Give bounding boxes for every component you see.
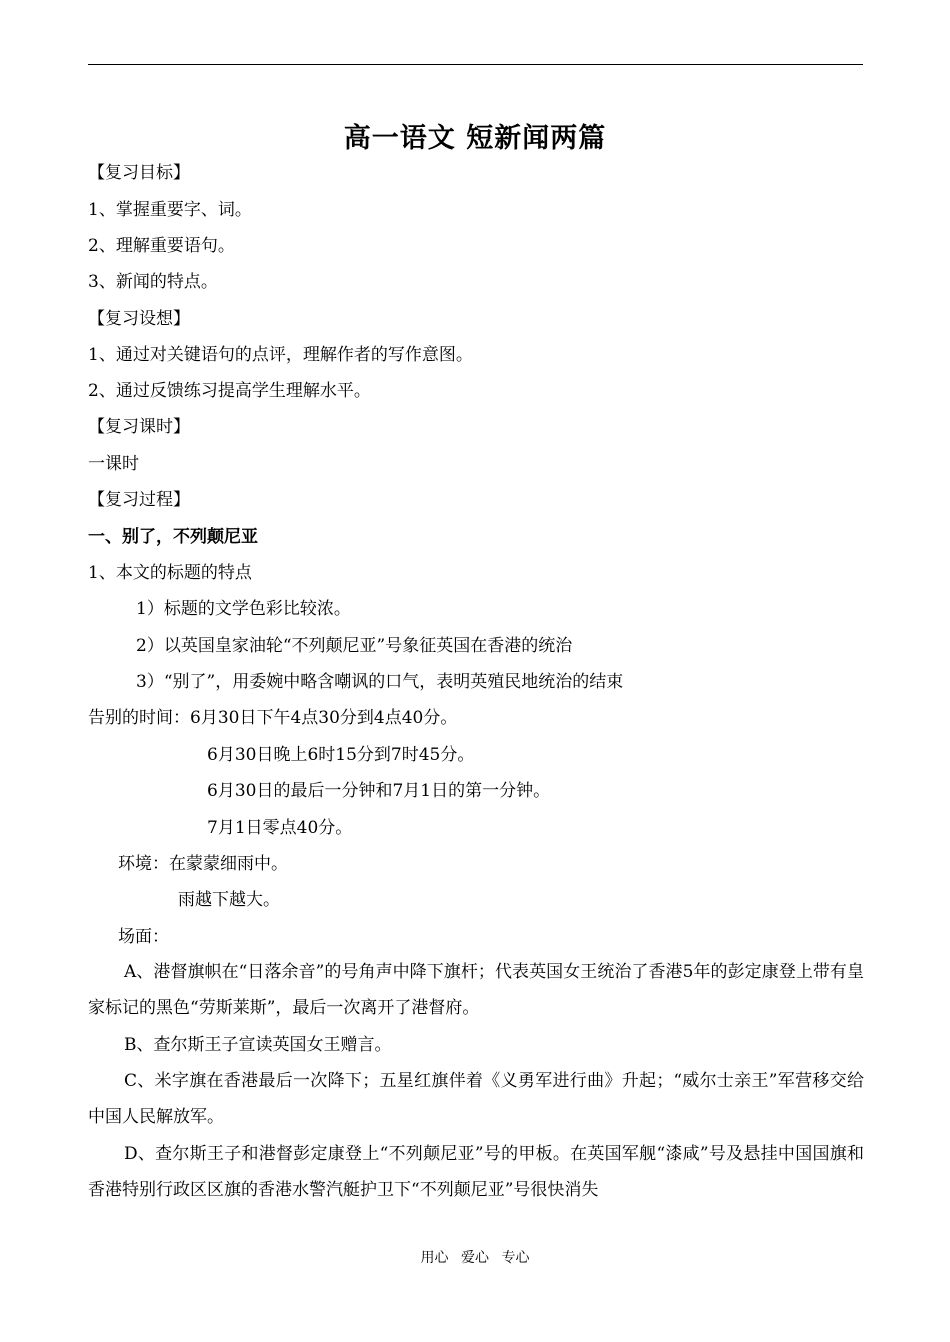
scene-paragraph: A、港督旗帜在“日落余音”的号角声中降下旗杆；代表英国女王统治了香港5年的彭定康登上带有皇家标记的黑色“劳斯莱斯”，最后一次离开了港督府。 <box>88 962 864 1018</box>
page-footer: 用心 爱心 专心 <box>420 1250 530 1266</box>
scene-paragraph: D、查尔斯王子和港督彭定康登上“不列颠尼亚”号的甲板。在英国军舰“漆咸”号及悬挂中国国旗和香港特别行政区区旗的香港水警汽艇护卫下“不列颠尼亚”号很快消失 <box>88 1144 864 1200</box>
text-line: 场面： <box>118 927 169 947</box>
scene-paragraph: C、米字旗在香港最后一次降下；五星红旗伴着《义勇军进行曲》升起；“威尔士亲王”军营移交给中国人民解放军。 <box>88 1071 864 1127</box>
text-line: 6月30日晚上6时15分到7时45分。 <box>207 745 475 765</box>
header-rule <box>88 64 863 65</box>
text-line: 告别的时间：6月30日下午4点30分到4点40分。 <box>88 708 458 728</box>
text-line: 【复习设想】 <box>88 309 190 329</box>
text-line: 2、通过反馈练习提高学生理解水平。 <box>88 381 371 401</box>
text-line: 2、理解重要语句。 <box>88 236 235 256</box>
text-line: 3、新闻的特点。 <box>88 272 218 292</box>
document-title: 高一语文 短新闻两篇 <box>343 123 607 154</box>
text-line: 【复习课时】 <box>88 417 190 437</box>
text-line: 雨越下越大。 <box>178 890 280 910</box>
text-line: 一课时 <box>88 454 139 474</box>
text-line: 3）“别了”，用委婉中略含嘲讽的口气，表明英殖民地统治的结束 <box>136 672 624 692</box>
text-line: 1）标题的文学色彩比较浓。 <box>136 599 351 619</box>
text-line: 1、本文的标题的特点 <box>88 563 252 583</box>
section-heading: 一、别了，不列颠尼亚 <box>88 527 258 547</box>
text-line: 1、通过对关键语句的点评，理解作者的写作意图。 <box>88 345 473 365</box>
text-line: 环境：在蒙蒙细雨中。 <box>118 854 288 874</box>
scene-paragraph: B、查尔斯王子宣读英国女王赠言。 <box>124 1035 392 1055</box>
text-line: 6月30日的最后一分钟和7月1日的第一分钟。 <box>207 781 551 801</box>
text-line: 2）以英国皇家油轮“不列颠尼亚”号象征英国在香港的统治 <box>136 636 573 656</box>
text-line: 7月1日零点40分。 <box>207 818 353 838</box>
text-line: 【复习过程】 <box>88 490 190 510</box>
text-line: 【复习目标】 <box>88 163 190 183</box>
text-line: 1、掌握重要字、词。 <box>88 200 252 220</box>
